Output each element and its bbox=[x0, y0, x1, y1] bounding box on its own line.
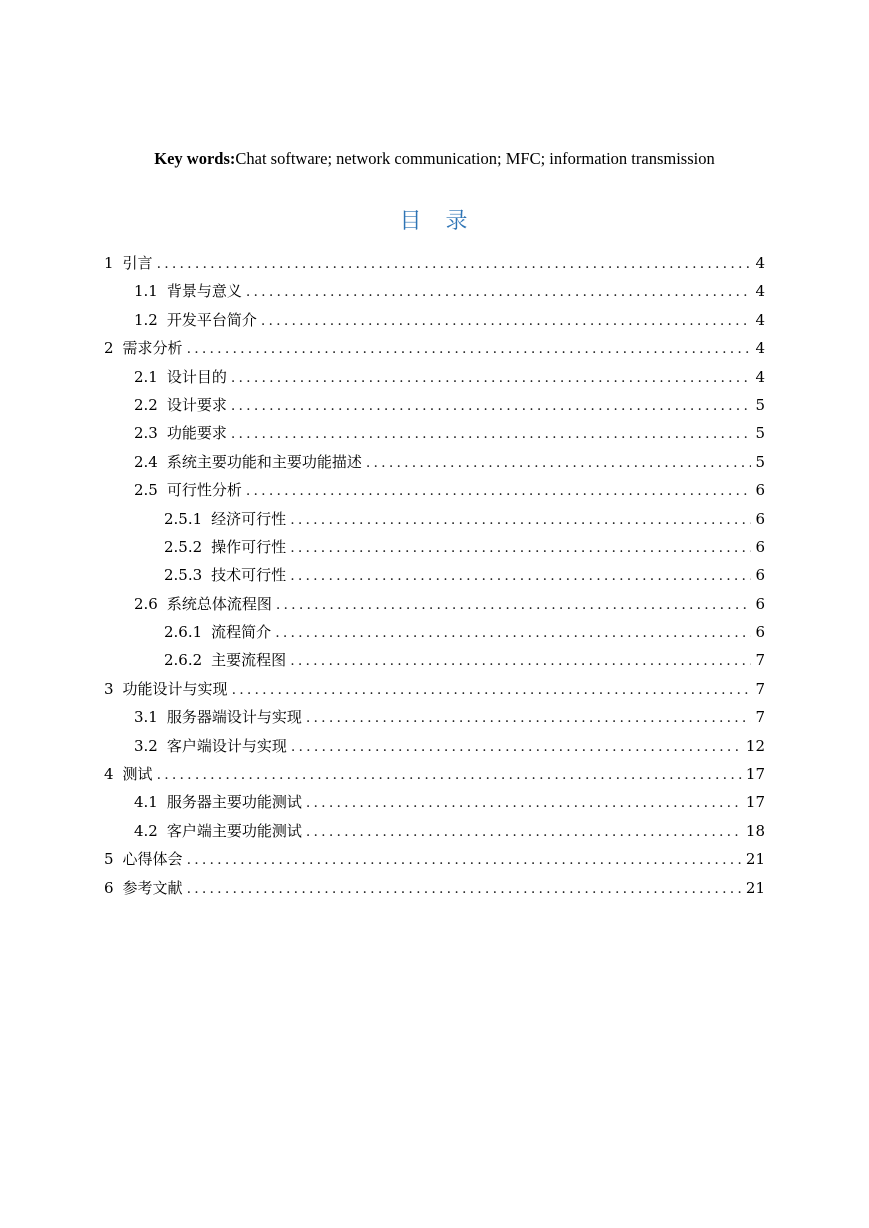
toc-entry-page: 5 bbox=[755, 395, 765, 414]
toc-entry[interactable] bbox=[104, 249, 765, 277]
toc-entry-number: 3.2 bbox=[134, 736, 158, 755]
table-of-contents bbox=[104, 249, 765, 902]
toc-entry[interactable] bbox=[104, 448, 765, 476]
toc-entry[interactable] bbox=[104, 845, 765, 873]
toc-entry[interactable] bbox=[104, 788, 765, 816]
toc-entry-title: 操作可行性 bbox=[211, 537, 287, 556]
toc-entry-number: 2.5.2 bbox=[164, 537, 203, 556]
toc-entry-page: 4 bbox=[755, 367, 765, 386]
toc-entry[interactable] bbox=[104, 817, 765, 845]
toc-entry-page: 5 bbox=[755, 424, 765, 443]
toc-entry-page: 21 bbox=[745, 878, 765, 897]
toc-entry-title: 系统主要功能和主要功能描述 bbox=[166, 452, 362, 471]
toc-entry-title: 功能要求 bbox=[166, 424, 227, 443]
toc-entry[interactable] bbox=[104, 533, 765, 561]
toc-leader-dots bbox=[246, 477, 751, 505]
toc-entry[interactable] bbox=[104, 760, 765, 788]
toc-entry-number: 2.5 bbox=[134, 481, 158, 500]
toc-entry-page: 6 bbox=[755, 623, 765, 642]
toc-entry-number: 1.1 bbox=[134, 282, 158, 301]
toc-entry-number: 6 bbox=[104, 878, 114, 897]
toc-leader-dots bbox=[232, 676, 751, 704]
toc-entry-title: 引言 bbox=[122, 254, 153, 272]
toc-leader-dots bbox=[291, 733, 742, 761]
toc-entry-page: 7 bbox=[755, 679, 765, 698]
toc-entry-page: 6 bbox=[755, 481, 765, 500]
toc-entry-page: 21 bbox=[745, 850, 765, 869]
keywords-line bbox=[0, 148, 869, 170]
toc-entry-title: 服务器端设计与实现 bbox=[166, 708, 302, 727]
toc-entry-page: 6 bbox=[755, 566, 765, 585]
toc-leader-dots bbox=[275, 619, 751, 647]
toc-leader-dots bbox=[290, 534, 751, 562]
toc-entry-number: 2.4 bbox=[134, 452, 158, 471]
toc-entry[interactable] bbox=[104, 732, 765, 760]
toc-entry-number: 2.3 bbox=[134, 424, 158, 443]
toc-entry-number: 2.6.1 bbox=[164, 623, 203, 642]
toc-entry-title: 技术可行性 bbox=[211, 566, 287, 585]
toc-entry[interactable] bbox=[104, 646, 765, 674]
toc-leader-dots bbox=[187, 875, 742, 903]
toc-leader-dots bbox=[290, 562, 751, 590]
toc-entry-title: 背景与意义 bbox=[166, 282, 242, 301]
toc-entry-number: 4.2 bbox=[134, 821, 158, 840]
toc-leader-dots bbox=[231, 392, 751, 420]
toc-entry-page: 4 bbox=[755, 254, 765, 272]
toc-entry[interactable] bbox=[104, 561, 765, 589]
toc-entry-number: 4.1 bbox=[134, 793, 158, 812]
toc-entry-number: 2.5.1 bbox=[164, 509, 203, 528]
toc-entry-number: 2.5.3 bbox=[164, 566, 203, 585]
toc-leader-dots bbox=[290, 647, 751, 675]
toc-entry-title: 开发平台简介 bbox=[166, 310, 257, 329]
toc-leader-dots bbox=[187, 846, 742, 874]
toc-entry-number: 2 bbox=[104, 339, 114, 358]
toc-entry-number: 5 bbox=[104, 850, 114, 869]
toc-entry-page: 5 bbox=[755, 452, 765, 471]
toc-leader-dots bbox=[306, 789, 742, 817]
toc-entry-page: 4 bbox=[755, 310, 765, 329]
toc-entry-title: 心得体会 bbox=[122, 850, 183, 869]
toc-leader-dots bbox=[157, 761, 742, 789]
keywords-text: Chat software; network communication; MFC; information transmission bbox=[235, 149, 715, 168]
toc-entry-number: 3.1 bbox=[134, 708, 158, 727]
toc-entry-page: 17 bbox=[745, 765, 765, 784]
toc-entry-title: 系统总体流程图 bbox=[166, 594, 272, 613]
toc-entry[interactable] bbox=[104, 363, 765, 391]
toc-title-part1: 目 bbox=[399, 209, 424, 234]
toc-leader-dots bbox=[231, 364, 751, 392]
toc-leader-dots bbox=[157, 250, 751, 278]
toc-entry-page: 6 bbox=[755, 594, 765, 613]
toc-entry[interactable] bbox=[104, 334, 765, 362]
toc-entry[interactable] bbox=[104, 476, 765, 504]
toc-entry-number: 2.1 bbox=[134, 367, 158, 386]
toc-entry-number: 2.2 bbox=[134, 395, 158, 414]
toc-entry-page: 6 bbox=[755, 537, 765, 556]
toc-leader-dots bbox=[366, 449, 751, 477]
toc-entry[interactable] bbox=[104, 874, 765, 902]
toc-entry-title: 设计要求 bbox=[166, 395, 227, 414]
toc-leader-dots bbox=[276, 591, 751, 619]
toc-entry-title: 需求分析 bbox=[122, 339, 183, 358]
toc-entry-number: 2.6.2 bbox=[164, 651, 203, 670]
toc-entry-number: 4 bbox=[104, 765, 114, 784]
toc-entry-title: 流程简介 bbox=[211, 623, 272, 642]
toc-entry-page: 17 bbox=[745, 793, 765, 812]
toc-leader-dots bbox=[290, 506, 751, 534]
toc-entry[interactable] bbox=[104, 590, 765, 618]
toc-entry-page: 4 bbox=[755, 339, 765, 358]
toc-title-part2: 录 bbox=[445, 209, 470, 234]
toc-entry-title: 主要流程图 bbox=[211, 651, 287, 670]
toc-entry[interactable] bbox=[104, 306, 765, 334]
toc-entry-title: 测试 bbox=[122, 765, 153, 784]
toc-entry-page: 12 bbox=[745, 736, 765, 755]
toc-entry-title: 服务器主要功能测试 bbox=[166, 793, 302, 812]
toc-entry[interactable] bbox=[104, 618, 765, 646]
toc-entry-title: 客户端主要功能测试 bbox=[166, 821, 302, 840]
toc-leader-dots bbox=[306, 704, 751, 732]
keywords-label: Key words: bbox=[154, 149, 236, 168]
toc-entry[interactable] bbox=[104, 703, 765, 731]
toc-entry-number: 1.2 bbox=[134, 310, 158, 329]
toc-leader-dots bbox=[306, 818, 742, 846]
toc-entry[interactable] bbox=[104, 675, 765, 703]
toc-entry-number: 2.6 bbox=[134, 594, 158, 613]
toc-leader-dots bbox=[246, 278, 751, 306]
toc-entry[interactable] bbox=[104, 391, 765, 419]
toc-entry-number: 3 bbox=[104, 679, 114, 698]
toc-entry-page: 18 bbox=[745, 821, 765, 840]
toc-entry-title: 可行性分析 bbox=[166, 481, 242, 500]
toc-leader-dots bbox=[187, 335, 751, 363]
toc-entry-title: 功能设计与实现 bbox=[122, 679, 228, 698]
toc-leader-dots bbox=[261, 307, 751, 335]
toc-entry-title: 设计目的 bbox=[166, 367, 227, 386]
toc-entry[interactable] bbox=[104, 277, 765, 305]
toc-entry[interactable] bbox=[104, 505, 765, 533]
toc-title bbox=[0, 207, 869, 237]
toc-entry[interactable] bbox=[104, 419, 765, 447]
toc-entry-title: 参考文献 bbox=[122, 878, 183, 897]
toc-entry-page: 7 bbox=[755, 651, 765, 670]
toc-entry-page: 4 bbox=[755, 282, 765, 301]
toc-entry-title: 经济可行性 bbox=[211, 509, 287, 528]
toc-leader-dots bbox=[231, 420, 751, 448]
toc-entry-page: 7 bbox=[755, 708, 765, 727]
toc-entry-page: 6 bbox=[755, 509, 765, 528]
toc-entry-number: 1 bbox=[104, 254, 114, 272]
toc-entry-title: 客户端设计与实现 bbox=[166, 736, 287, 755]
